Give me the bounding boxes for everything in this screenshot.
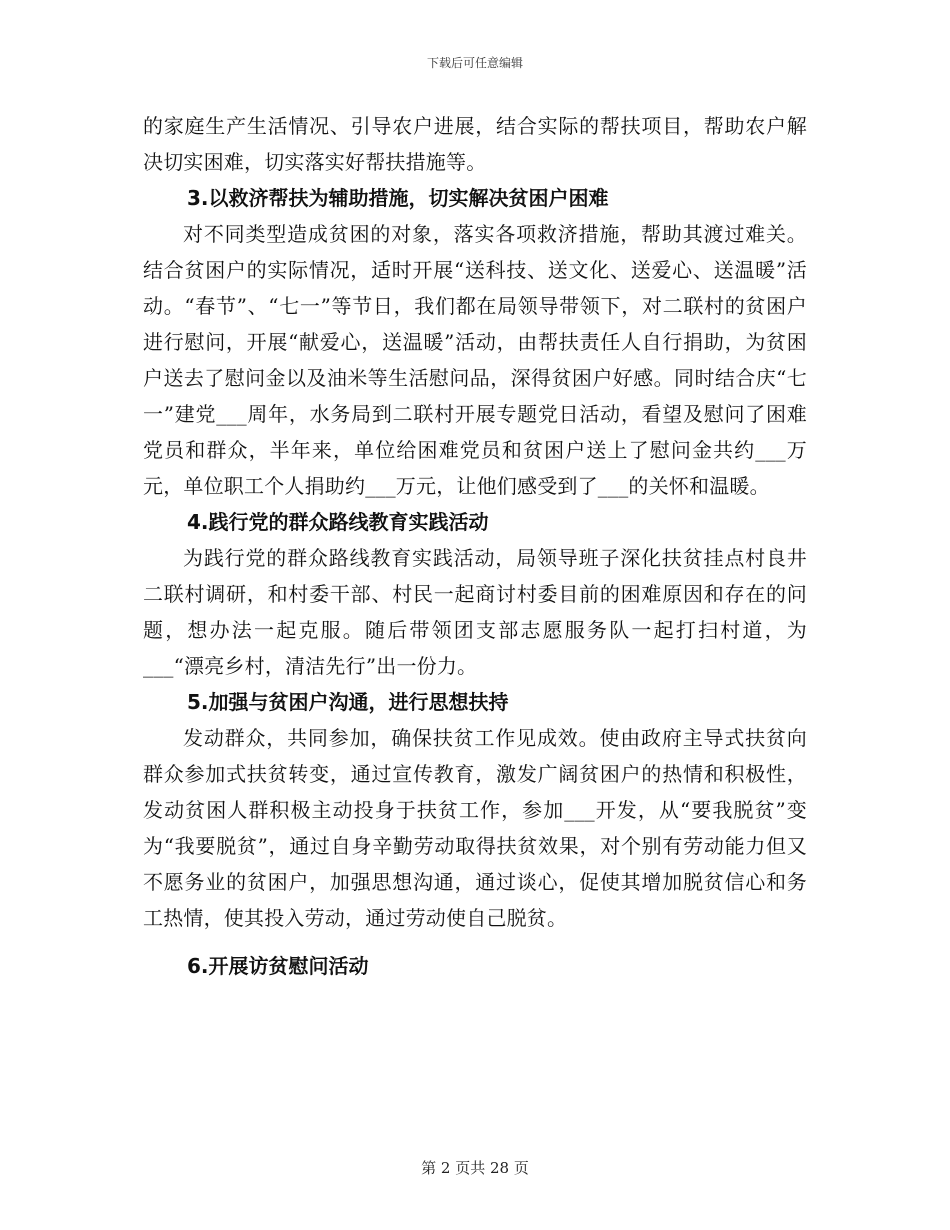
section-heading-3: 3.以救济帮扶为辅助措施，切实解决贫困户困难: [187, 186, 609, 210]
section-heading-4: 4.践行党的群众路线教育实践活动: [187, 510, 489, 534]
paragraph-communication: 发动群众，共同参加，确保扶贫工作见成效。使由政府主导式扶贫向群众参加式扶贫转变，通过宣传教育，激发广阔贫困户的热情和积极性，发动贫困人群积极主动投身于扶贫工作，参加___开发，从“要我脱贫”变为“我要脱贫”，通过自身辛勤劳动取得扶贫效果，对个别有劳动能力但又不愿务业的贫困户，加强思想沟通，通过谈心，促使其增加脱贫信心和务工热情，使其投入劳动，通过劳动使自己脱贫。: [143, 726, 807, 930]
document-body: [143, 108, 807, 984]
paragraph-relief: 对不同类型造成贫困的对象，落实各项救济措施，帮助其渡过难关。结合贫困户的实际情况，适时开展“送科技、送文化、送爱心、送温暖”活动。“春节”、“七一”等节日，我们都在局领导带领下，对二联村的贫困户进行慰问，开展“献爱心，送温暖”活动，由帮扶责任人自行捐助，为贫困户送去了慰问金以及油米等生活慰问品，深得贫困户好感。同时结合庆“七一”建党___周年，水务局到二联村开展专题党日活动，看望及慰问了困难党员和群众，半年来，单位给困难党员和贫困户送上了慰问金共约___万元，单位职工个人捐助约___万元，让他们感受到了___的关怀和温暖。: [143, 222, 807, 498]
section-heading-6: 6.开展访贫慰问活动: [187, 954, 369, 978]
section-heading-5: 5.加强与贫困户沟通，进行思想扶持: [187, 690, 509, 714]
page-footer: 第 2 页共 28 页: [421, 1159, 529, 1177]
paragraph-mass-line: 为践行党的群众路线教育实践活动，局领导班子深化扶贫挂点村良井二联村调研，和村委干部、村民一起商讨村委目前的困难原因和存在的问题，想办法一起克服。随后带领团支部志愿服务队一起打扫村道，为___“漂亮乡村，清洁先行”出一份力。: [143, 546, 807, 678]
paragraph-continuation: 的家庭生产生活情况、引导农户进展，结合实际的帮扶项目，帮助农户解决切实困难，切实落实好帮扶措施等。: [143, 114, 807, 174]
page-header: 下载后可任意编辑: [426, 56, 523, 70]
